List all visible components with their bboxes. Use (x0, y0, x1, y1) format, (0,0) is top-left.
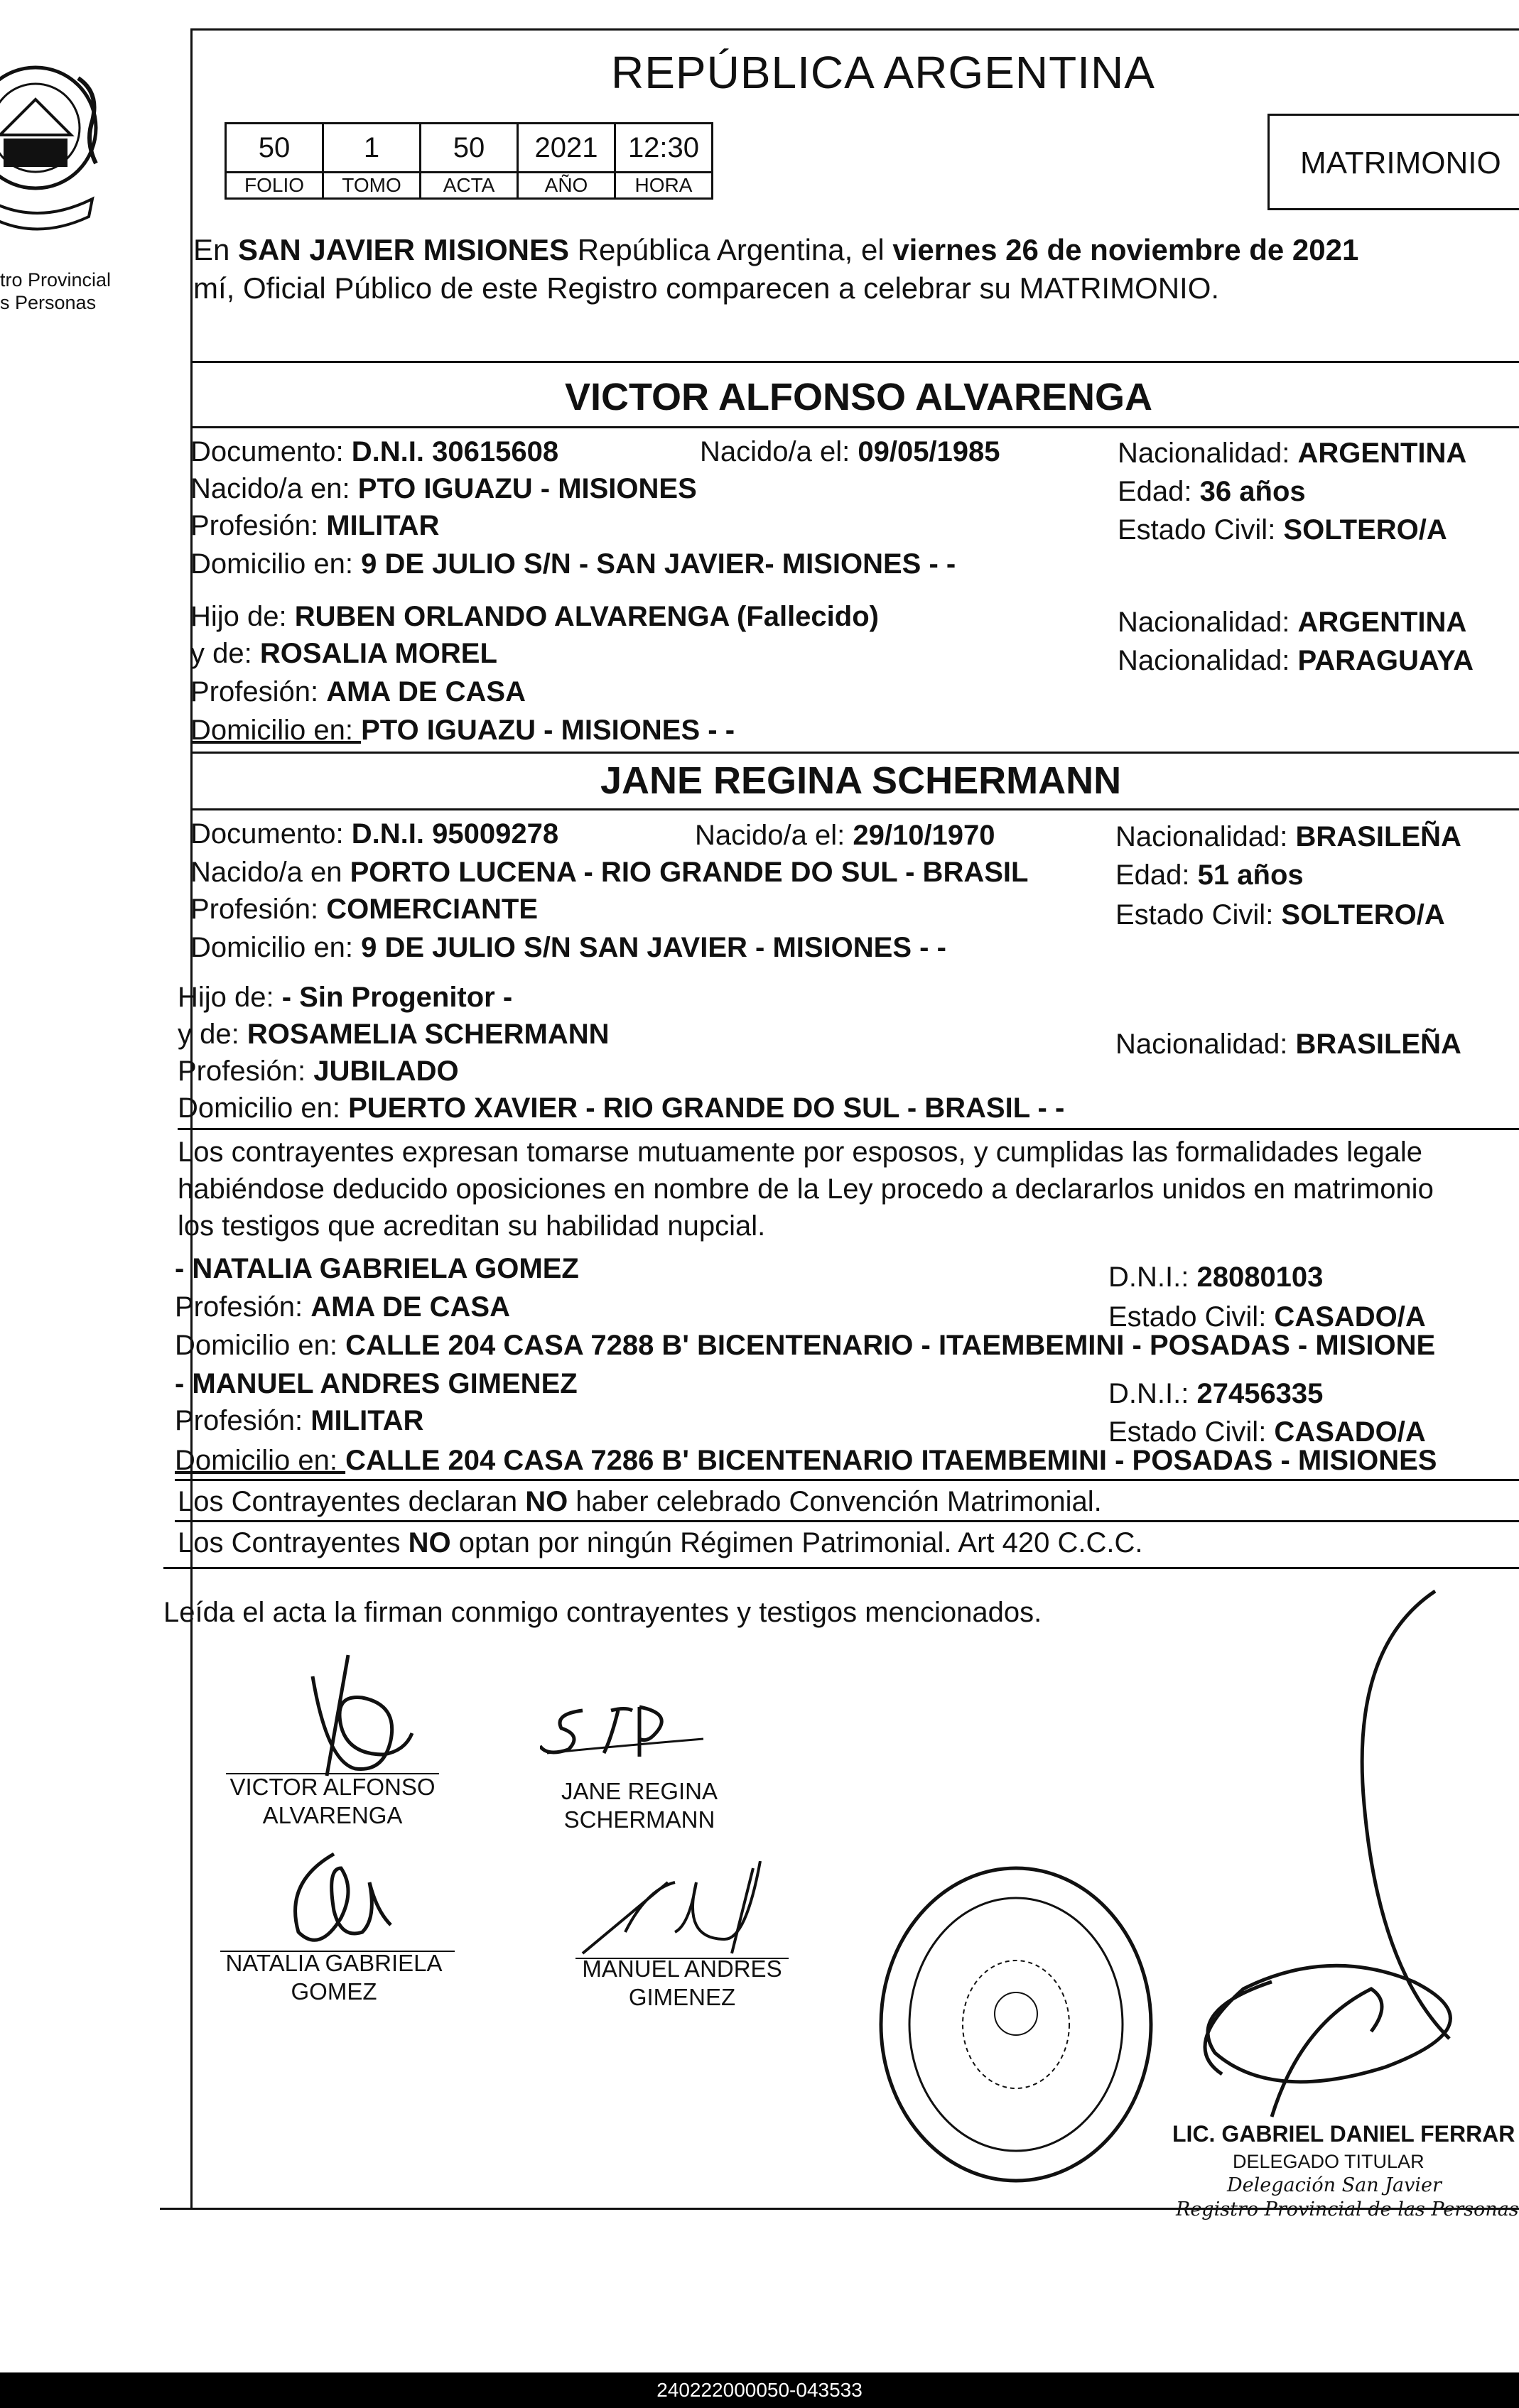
label: Nacionalidad: (1118, 607, 1298, 638)
document-title: REPÚBLICA ARGENTINA (611, 47, 1155, 98)
intro-line-1 (193, 233, 1358, 267)
bride-name-heading: JANE REGINA SCHERMANN (600, 759, 1122, 802)
groom-mother (190, 636, 497, 671)
divider (190, 752, 1519, 754)
emphasis: NO (525, 1486, 568, 1517)
label: Profesión: (175, 1291, 311, 1323)
value: BRASILEÑA (1295, 821, 1461, 852)
witness2-name: - MANUEL ANDRES GIMENEZ (175, 1368, 578, 1399)
bride-signature-name-1: JANE REGINA (561, 1778, 718, 1804)
convention-line-2 (178, 1526, 1143, 1560)
record-type-label: MATRIMONIO (1300, 146, 1501, 180)
bride-parent-profession (178, 1054, 459, 1088)
tomo-value: 1 (323, 124, 421, 173)
label: Nacido/a el: (700, 436, 858, 467)
seal-caption-line1: tro Provincial (0, 269, 112, 291)
label: Profesión: (190, 510, 327, 541)
marriage-date: viernes 26 de noviembre de 2021 (892, 233, 1359, 266)
intro-line-2: mí, Oficial Público de este Registro comparecen a celebrar su MATRIMONIO. (193, 271, 1220, 305)
divider (190, 361, 1519, 363)
label: D.N.I.: (1108, 1262, 1197, 1293)
groom-father-nationality (1118, 605, 1466, 639)
bride-age (1115, 858, 1304, 892)
value: - Sin Progenitor - (281, 982, 513, 1013)
label: Domicilio en: (175, 1445, 346, 1476)
groom-name-heading: VICTOR ALFONSO ALVARENGA (565, 376, 1153, 418)
emphasis: NO (408, 1527, 451, 1558)
bride-profession (190, 892, 538, 926)
label: Documento: (190, 818, 352, 850)
record-number-table (225, 122, 713, 200)
year-value: 2021 (518, 124, 615, 173)
label: Nacionalidad: (1118, 438, 1298, 469)
divider (163, 1567, 1519, 1569)
text: Los Contrayentes (178, 1527, 409, 1558)
label: Domicilio en: (190, 715, 362, 746)
value: MILITAR (326, 510, 440, 541)
registry-stamp-icon (874, 1861, 1158, 2188)
label: Hijo de: (190, 601, 295, 632)
intro-middle: República Argentina, el (569, 233, 893, 266)
divider (190, 808, 1519, 810)
value: CALLE 204 CASA 7286 B' BICENTENARIO ITAEMBEMINI - POSADAS - MISIONES (345, 1445, 1437, 1476)
groom-parent-address (190, 713, 735, 747)
groom-parent-profession (190, 675, 526, 709)
witness2-address (175, 1443, 1437, 1477)
label: Profesión: (190, 894, 327, 925)
witness1-name: - NATALIA GABRIELA GOMEZ (175, 1253, 579, 1284)
hour-label: HORA (615, 173, 713, 199)
value: 27456335 (1196, 1378, 1324, 1409)
folio-label: FOLIO (226, 173, 323, 199)
groom-nationality (1118, 436, 1466, 470)
marriage-place: SAN JAVIER MISIONES (238, 233, 570, 266)
groom-address (190, 547, 956, 581)
witness1-signature-icon (270, 1840, 412, 1968)
text: Los Contrayentes declaran (178, 1486, 526, 1517)
value: JUBILADO (313, 1056, 459, 1087)
value: PUERTO XAVIER - RIO GRANDE DO SUL - BRASIL - - (348, 1092, 1065, 1124)
value: 09/05/1985 (858, 436, 1000, 467)
value: COMERCIANTE (326, 894, 538, 925)
label: Hijo de: (178, 982, 282, 1013)
value: 51 años (1197, 859, 1304, 891)
value: ARGENTINA (1297, 607, 1467, 638)
closing-statement: Leída el acta la firman conmigo contrayentes y testigos mencionados. (163, 1597, 1042, 1628)
label: Profesión: (175, 1405, 311, 1436)
value: D.N.I. 30615608 (351, 436, 559, 467)
bride-document (190, 817, 558, 851)
frame-top-border (190, 28, 1519, 31)
label: y de: (178, 1019, 247, 1050)
groom-signature-icon (270, 1648, 455, 1790)
document-barcode-number: 240222000050-043533 (0, 2372, 1519, 2408)
text: optan por ningún Régimen Patrimonial. Art 420 C.C.C. (450, 1527, 1143, 1558)
groom-profession (190, 509, 439, 543)
bride-parent-address (178, 1091, 1064, 1125)
witness1-address (175, 1328, 1435, 1362)
label: Estado Civil: (1108, 1416, 1275, 1448)
value: 9 DE JULIO S/N SAN JAVIER - MISIONES - - (361, 932, 946, 963)
acta-label: ACTA (421, 173, 518, 199)
bride-mother-nationality (1115, 1027, 1461, 1061)
bride-address (190, 931, 946, 965)
official-title: DELEGADO TITULAR (1233, 2151, 1425, 2172)
label: Nacionalidad: (1118, 645, 1298, 676)
label: Nacionalidad: (1115, 821, 1296, 852)
witness2-dni (1108, 1377, 1323, 1411)
value: 28080103 (1196, 1262, 1324, 1293)
label: Edad: (1115, 859, 1198, 891)
witness2-signature-name-1: MANUEL ANDRES (582, 1956, 782, 1982)
value: ARGENTINA (1297, 438, 1467, 469)
groom-document (190, 435, 558, 469)
label: Profesión: (178, 1056, 314, 1087)
value: CASADO/A (1274, 1301, 1426, 1333)
value: AMA DE CASA (326, 676, 526, 707)
seal-caption-line2: s Personas (0, 292, 97, 313)
divider (175, 1479, 1519, 1481)
bride-birthplace (190, 855, 1028, 889)
bride-mother (178, 1017, 609, 1051)
hour-value: 12:30 (615, 124, 713, 173)
bride-signature-name-2: SCHERMANN (563, 1806, 715, 1833)
value: BRASILEÑA (1295, 1029, 1461, 1060)
value: PORTO LUCENA - RIO GRANDE DO SUL - BRASIL (350, 857, 1029, 888)
label: y de: (190, 638, 260, 669)
label: Estado Civil: (1108, 1301, 1275, 1333)
declaration-line-1: Los contrayentes expresan tomarse mutuamente por esposos, y cumplidas las formalidades legale (178, 1137, 1423, 1168)
bride-nationality (1115, 820, 1461, 854)
declaration-line-2: habiéndose deducido oposiciones en nombre de la Ley procedo a declararlos unidos en matrimonio (178, 1173, 1434, 1205)
groom-signature-name-2: ALVARENGA (262, 1802, 403, 1828)
witness1-signature-name-1: NATALIA GABRIELA (225, 1950, 443, 1976)
value: ROSAMELIA SCHERMANN (247, 1019, 610, 1050)
value: PTO IGUAZU - MISIONES (357, 473, 697, 504)
witness1-profession (175, 1290, 510, 1324)
label: Edad: (1118, 476, 1200, 507)
label: Nacido/a el: (695, 820, 853, 851)
groom-father (190, 600, 879, 634)
value: RUBEN ORLANDO ALVARENGA (Fallecido) (294, 601, 879, 632)
bride-birth-date (695, 818, 995, 852)
value: 9 DE JULIO S/N - SAN JAVIER- MISIONES - - (361, 548, 956, 580)
value: CASADO/A (1274, 1416, 1426, 1448)
bride-signature-icon (540, 1696, 718, 1781)
groom-signature-name-1: VICTOR ALFONSO (229, 1774, 436, 1800)
label: Estado Civil: (1118, 514, 1284, 546)
groom-civil-status (1118, 513, 1447, 547)
acta-value: 50 (421, 124, 518, 173)
bride-civil-status (1115, 898, 1445, 932)
groom-birthplace (190, 472, 697, 506)
tomo-label: TOMO (323, 173, 421, 199)
label: Domicilio en: (175, 1330, 346, 1361)
witness1-dni (1108, 1260, 1323, 1294)
value: CALLE 204 CASA 7288 B' BICENTENARIO - ITAEMBEMINI - POSADAS - MISIONE (345, 1330, 1436, 1361)
value: 29/10/1970 (853, 820, 995, 851)
groom-age (1118, 474, 1306, 509)
witness2-profession (175, 1404, 423, 1438)
year-label: AÑO (518, 173, 615, 199)
value: D.N.I. 95009278 (351, 818, 559, 850)
provincial-seal-icon (0, 50, 114, 263)
declaration-line-3: los testigos que acreditan su habilidad nupcial. (178, 1210, 766, 1242)
value: AMA DE CASA (310, 1291, 510, 1323)
intro-prefix: En (193, 233, 239, 266)
official-registry: Registro Provincial de las Personas (1176, 2198, 1519, 2220)
label: Domicilio en: (190, 932, 362, 963)
folio-value: 50 (226, 124, 323, 173)
value: PTO IGUAZU - MISIONES - - (361, 715, 735, 746)
value: ROSALIA MOREL (259, 638, 497, 669)
text: haber celebrado Convención Matrimonial. (568, 1486, 1102, 1517)
groom-mother-nationality (1118, 644, 1474, 678)
witness1-signature-name-2: GOMEZ (291, 1978, 377, 2005)
label: Documento: (190, 436, 352, 467)
divider (190, 426, 1519, 428)
label: Nacido/a en: (190, 473, 358, 504)
value: 36 años (1199, 476, 1306, 507)
value: SOLTERO/A (1283, 514, 1447, 546)
label: D.N.I.: (1108, 1378, 1197, 1409)
convention-line-1 (178, 1485, 1102, 1519)
bride-father (178, 980, 512, 1014)
label: Nacido/a en (190, 857, 350, 888)
official-signature-icon (1165, 1577, 1519, 2159)
value: MILITAR (310, 1405, 424, 1436)
groom-birth-date (700, 435, 1000, 469)
label: Profesión: (190, 676, 327, 707)
value: SOLTERO/A (1281, 899, 1445, 931)
label: Estado Civil: (1115, 899, 1282, 931)
official-name: LIC. GABRIEL DANIEL FERRAR (1172, 2121, 1515, 2147)
divider (175, 1520, 1519, 1522)
official-office: Delegación San Javier (1227, 2174, 1442, 2196)
value: PARAGUAYA (1297, 645, 1474, 676)
label: Domicilio en: (178, 1092, 349, 1124)
divider (178, 1128, 1519, 1130)
witness2-signature-name-2: GIMENEZ (628, 1984, 736, 2010)
label: Nacionalidad: (1115, 1029, 1296, 1060)
label: Domicilio en: (190, 548, 362, 580)
